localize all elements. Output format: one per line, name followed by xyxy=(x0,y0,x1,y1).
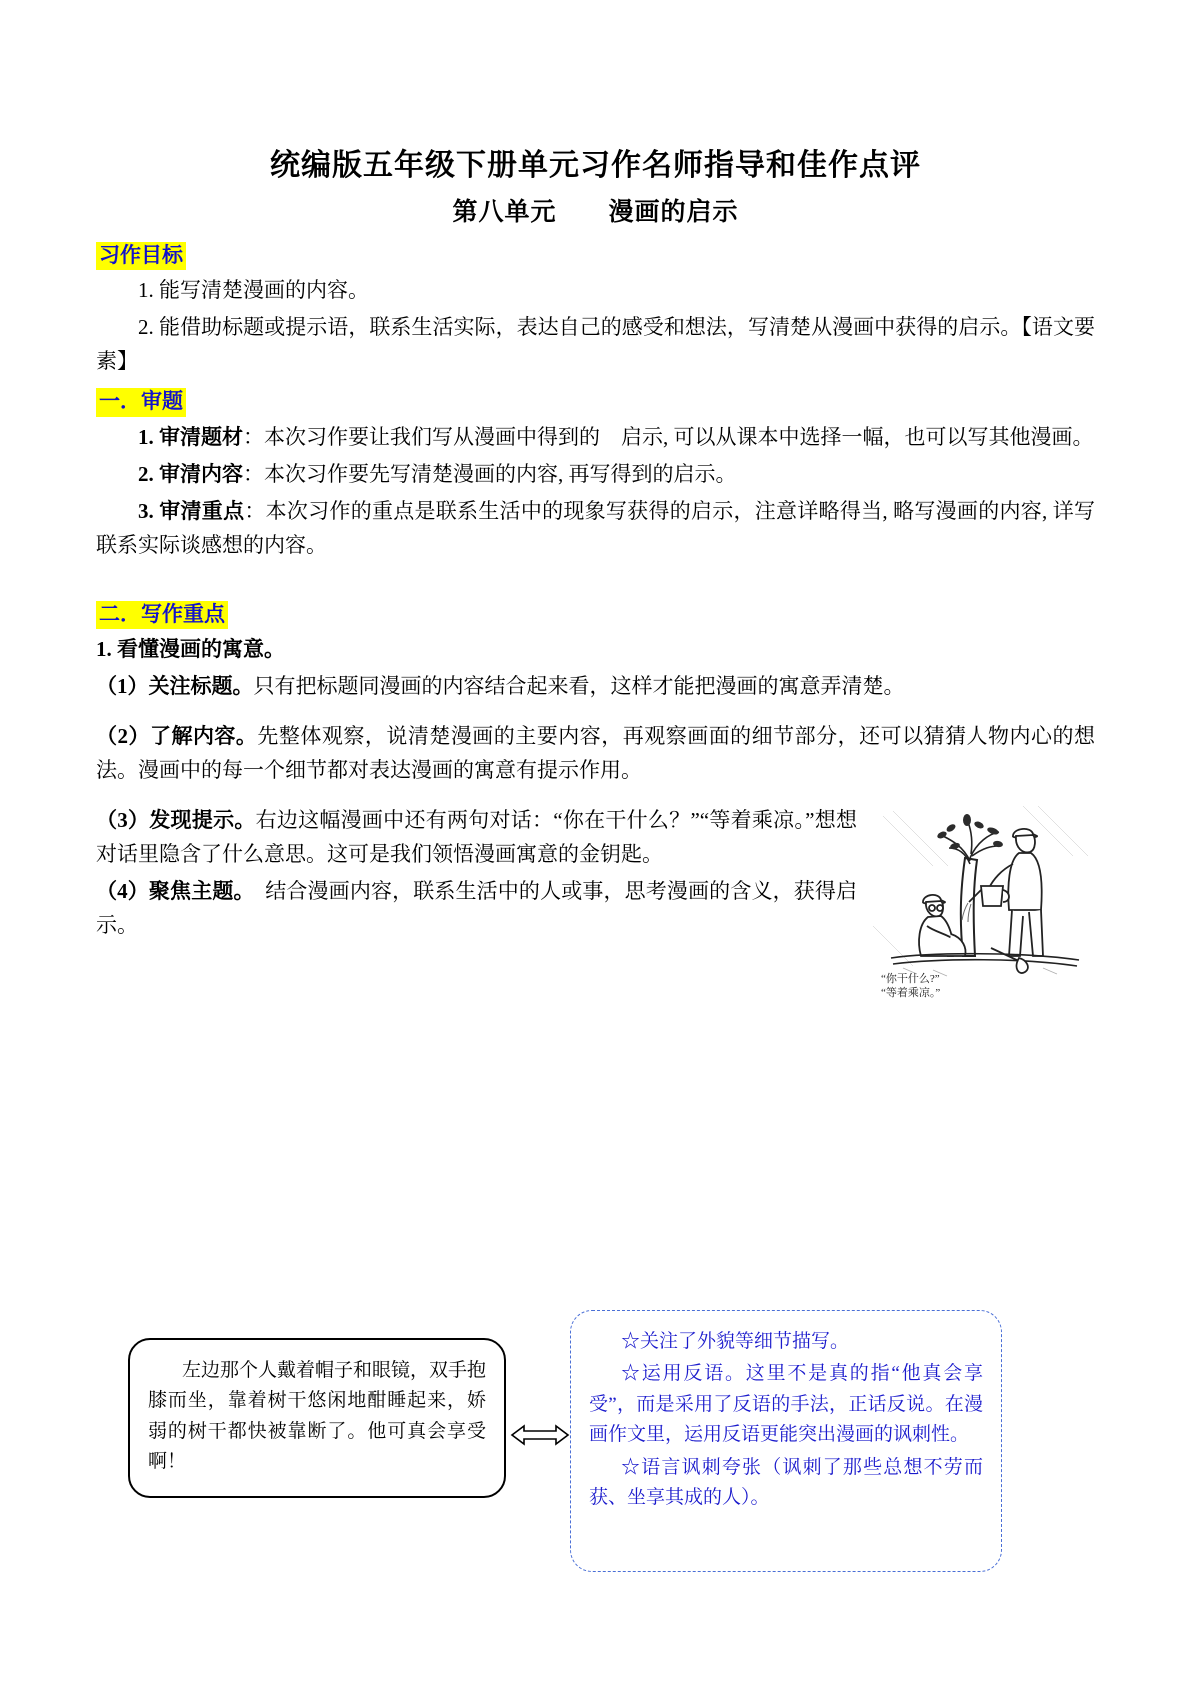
teacher-comment-2: ☆运用反语。这里不是真的指“他真会享受”，而是采用了反语的手法，正话反说。在漫画作文里，运用反语更能突出漫画的讽刺性。 xyxy=(589,1363,983,1446)
spacer-3 xyxy=(96,790,1095,800)
spacer-1 xyxy=(96,565,1095,591)
student-sample-box xyxy=(128,1338,506,1498)
part2-item-2-label: （2）了解内容。 xyxy=(96,723,258,748)
part1-item-1-label: 1. 审清题材 xyxy=(138,424,243,449)
part1-item-2 xyxy=(96,457,1095,491)
teacher-comment-3: ☆语言讽刺夸张（讽刺了那些总想不劳而获、坐享其成的人）。 xyxy=(589,1456,983,1508)
part1-item-2-label: 2. 审清内容 xyxy=(138,461,243,486)
part1-heading-label: 一．审题 xyxy=(96,388,186,416)
section-heading-part1 xyxy=(96,388,1095,416)
comic-caption xyxy=(881,972,1095,1001)
student-sample-text: 左边那个人戴着帽子和眼镜，双手抱膝而坐，靠着树干悠闲地酣睡起来，娇弱的树干都快被靠断了。他可真会享受啊！ xyxy=(148,1360,487,1473)
part2-item-2 xyxy=(96,719,1095,787)
part2-lead: 1. 看懂漫画的寓意。 xyxy=(96,636,285,661)
section-heading-part2 xyxy=(96,601,1095,629)
part1-item-3-text: 本次习作的重点是联系生活中的现象写获得的启示，注意详略得当, 略写漫画的内容, 详写联系实际谈感想的内容。 xyxy=(96,498,1096,557)
comparison-boxes xyxy=(96,1310,1095,1620)
section-heading-goal xyxy=(96,242,1095,270)
part2-item-1-label: （1）关注标题。 xyxy=(96,673,254,698)
part2-item-4-label: （4）聚焦主题。 xyxy=(96,878,245,903)
goal-item-2: 2. 能借助标题或提示语，联系生活实际，表达自己的感受和想法，写清楚从漫画中获得的启示。【语文要素】 xyxy=(96,315,1095,374)
part2-item-4-text: 结合漫画内容，联系生活中的人或事，思考漫画的含义，获得启示。 xyxy=(96,878,858,937)
goal-heading-label: 习作目标 xyxy=(96,242,186,270)
page-subtitle: 第八单元 漫画的启示 xyxy=(452,198,739,226)
part1-item-3 xyxy=(96,494,1095,562)
comic-caption-line-2: “等着乘凉。” xyxy=(881,987,941,1000)
comic-illustration xyxy=(873,806,1095,1001)
teacher-comment-box xyxy=(570,1310,1002,1572)
part1-item-3-label: 3. 审清重点 xyxy=(138,498,245,523)
part2-item-1 xyxy=(96,669,1095,703)
part1-item-1 xyxy=(96,420,1095,454)
part2-item-1-text: 只有把标题同漫画的内容结合起来看，这样才能把漫画的寓意弄清楚。 xyxy=(253,673,905,698)
part2-item-3-label: （3）发现提示。 xyxy=(96,807,256,832)
comic-caption-line-1: “你干什么?” xyxy=(881,972,940,985)
double-arrow-icon xyxy=(510,1422,570,1448)
part2-item-2-text: 先整体观察，说清楚漫画的主要内容，再观察画面的细节部分，还可以猜猜人物内心的想法。漫画中的每一个细节都对表达漫画的寓意有提示作用。 xyxy=(96,723,1096,782)
page-title: 统编版五年级下册单元习作名师指导和佳作点评 xyxy=(270,149,921,182)
part2-item-3-text: 右边这幅漫画中还有两句对话：“你在干什么？”“等着乘凉。”想想对话里隐含了什么意思。这可是我们领悟漫画寓意的金钥匙。 xyxy=(96,807,858,866)
part1-item-1-text: 本次习作要让我们写从漫画中得到的 启示, 可以从课本中选择一幅，也可以写其他漫画。 xyxy=(264,424,1094,449)
part1-item-3-sep: ： xyxy=(244,498,266,523)
part1-item-2-text: 本次习作要先写清楚漫画的内容, 再写得到的启示。 xyxy=(264,461,737,486)
goal-item-1: 1. 能写清楚漫画的内容。 xyxy=(138,278,369,303)
part2-heading-label: 二．写作重点 xyxy=(96,601,228,629)
spacer-2 xyxy=(96,706,1095,716)
part1-item-1-sep: ： xyxy=(243,424,264,449)
teacher-comment-1: ☆关注了外貌等细节描写。 xyxy=(621,1331,850,1352)
part1-item-2-sep: ： xyxy=(243,461,264,486)
